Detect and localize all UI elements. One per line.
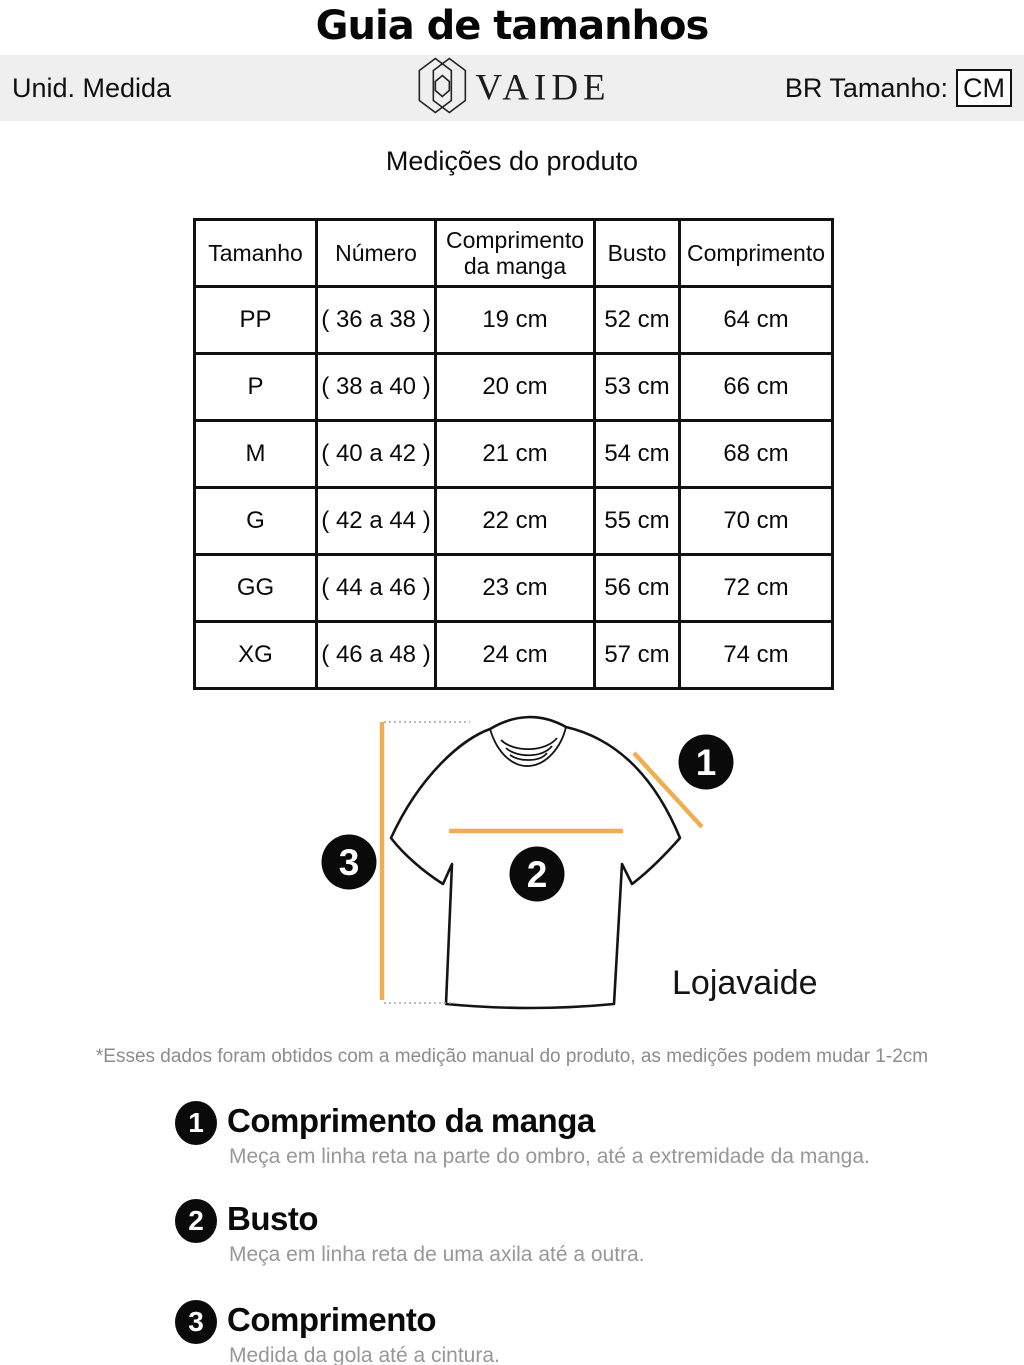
legend-title: Comprimento — [227, 1301, 436, 1338]
cell-bust: 57 cm — [595, 622, 680, 689]
brand-name: VAIDE — [475, 67, 611, 109]
cell-number: ( 46 a 48 ) — [317, 622, 436, 689]
cell-bust: 55 cm — [595, 488, 680, 555]
size-table — [193, 218, 834, 690]
legend-item-length — [175, 1298, 500, 1365]
cell-bust: 52 cm — [595, 287, 680, 354]
cell-sleeve: 19 cm — [436, 287, 595, 354]
cell-sleeve: 24 cm — [436, 622, 595, 689]
table-row — [195, 287, 833, 354]
cell-size: G — [195, 488, 317, 555]
cell-length: 68 cm — [680, 421, 833, 488]
cell-sleeve: 20 cm — [436, 354, 595, 421]
size-region-label: BR Tamanho: — [784, 72, 948, 103]
footnote: *Esses dados foram obtidos com a medição manual do produto, as medições podem mudar 1-2cm — [95, 1046, 929, 1067]
badge-1 — [679, 735, 734, 790]
legend-description: Meça em linha reta na parte do ombro, até a extremidade da manga. — [229, 1145, 870, 1168]
cell-length: 64 cm — [680, 287, 833, 354]
table-row — [195, 354, 833, 421]
header-bar — [0, 55, 1024, 121]
legend-badge-2: 2 — [175, 1199, 217, 1243]
table-row — [195, 555, 833, 622]
svg-text:1: 1 — [695, 742, 717, 783]
cell-bust: 56 cm — [595, 555, 680, 622]
cell-number: ( 36 a 38 ) — [317, 287, 436, 354]
column-header-busto: Busto — [595, 220, 680, 287]
legend-description: Meça em linha reta de uma axila até a outra. — [229, 1243, 645, 1266]
cell-sleeve: 22 cm — [436, 488, 595, 555]
table-header-row — [195, 220, 833, 287]
store-name: Lojavaide — [672, 964, 818, 1002]
cell-number: ( 38 a 40 ) — [317, 354, 436, 421]
column-header-manga: Comprimento da manga — [436, 220, 595, 287]
cell-number: ( 40 a 42 ) — [317, 421, 436, 488]
column-header-tamanho: Tamanho — [195, 220, 317, 287]
badge-3 — [322, 835, 377, 890]
cell-size: GG — [195, 555, 317, 622]
unit-measure-label: Unid. Medida — [12, 72, 172, 103]
cell-number: ( 44 a 46 ) — [317, 555, 436, 622]
cell-size: XG — [195, 622, 317, 689]
legend-description: Medida da gola até a cintura. — [229, 1344, 500, 1365]
svg-text:3: 3 — [338, 842, 360, 883]
cell-size: M — [195, 421, 317, 488]
size-region — [785, 69, 1012, 107]
table-row — [195, 488, 833, 555]
cell-bust: 54 cm — [595, 421, 680, 488]
cell-length: 70 cm — [680, 488, 833, 555]
column-header-comprimento: Comprimento — [680, 220, 833, 287]
cell-length: 72 cm — [680, 555, 833, 622]
badge-2 — [510, 847, 565, 902]
cell-sleeve: 21 cm — [436, 421, 595, 488]
cell-sleeve: 23 cm — [436, 555, 595, 622]
legend-item-bust — [175, 1197, 645, 1267]
cell-length: 74 cm — [680, 622, 833, 689]
page-title: Guia de tamanhos — [315, 3, 709, 49]
column-header-numero: Número — [317, 220, 436, 287]
table-row — [195, 622, 833, 689]
legend-title: Busto — [227, 1200, 318, 1237]
cell-number: ( 42 a 44 ) — [317, 488, 436, 555]
legend-item-sleeve — [175, 1099, 870, 1169]
cell-size: P — [195, 354, 317, 421]
cell-size: PP — [195, 287, 317, 354]
cell-length: 66 cm — [680, 354, 833, 421]
cell-bust: 53 cm — [595, 354, 680, 421]
legend-badge-3: 3 — [175, 1300, 217, 1344]
legend-title: Comprimento da manga — [227, 1102, 595, 1139]
unit-value-box[interactable]: CM — [956, 69, 1012, 107]
brand-logo — [413, 55, 610, 122]
section-title: Medições do produto — [385, 146, 639, 176]
svg-text:2: 2 — [526, 854, 548, 895]
hexagon-logo-icon — [413, 55, 471, 122]
table-row — [195, 421, 833, 488]
legend-badge-1: 1 — [175, 1101, 217, 1145]
